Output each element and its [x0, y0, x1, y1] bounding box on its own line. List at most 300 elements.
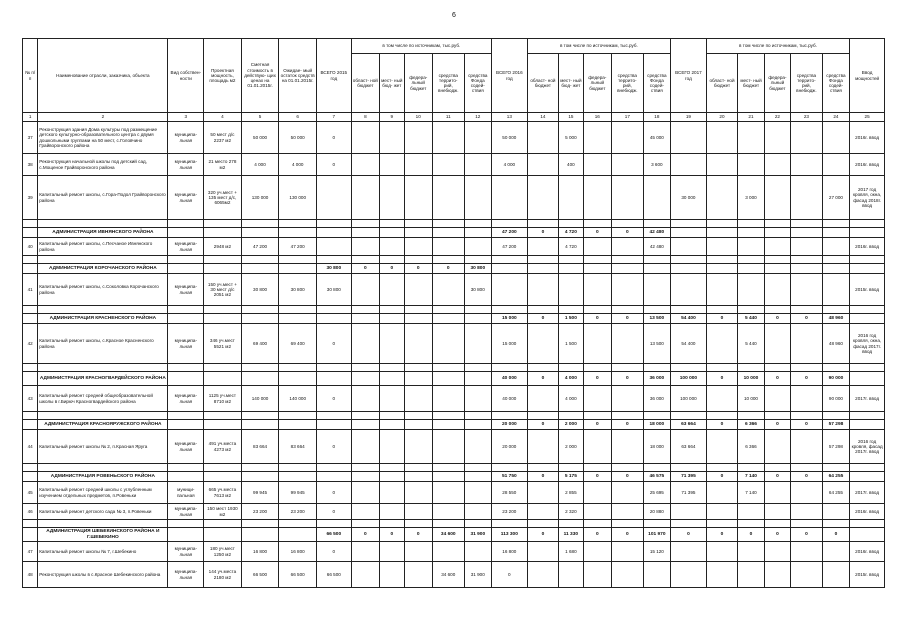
table-cell: 50 мест д/с 2237 м2 [204, 122, 242, 154]
empty-cell [404, 464, 432, 472]
table-cell [351, 324, 379, 364]
empty-cell [351, 520, 379, 528]
table-cell [168, 372, 204, 386]
spacer-row [23, 464, 885, 472]
object-name: Капитальный ремонт школы, с.Соколовка Корочанского района [38, 274, 168, 306]
section-row [23, 472, 885, 482]
empty-cell [279, 306, 317, 314]
table-cell [404, 482, 432, 504]
section-row [23, 528, 885, 542]
table-cell [583, 264, 611, 274]
table-cell: 0 [583, 528, 611, 542]
table-cell: 3 600 [643, 154, 671, 176]
table-cell [764, 562, 790, 588]
table-cell: 36 000 [643, 386, 671, 412]
table-cell [317, 228, 352, 238]
table-cell [432, 472, 464, 482]
table-cell: 20 000 [492, 420, 528, 430]
column-index-cell: 12 [464, 113, 492, 122]
header-commission: Ввод мощностей [850, 39, 885, 113]
table-cell: 2016 год кровля, окна, фасад 2017г. ввод [850, 324, 885, 364]
table-cell [351, 420, 379, 430]
empty-cell [791, 464, 823, 472]
table-cell [671, 238, 707, 256]
table-cell [850, 528, 885, 542]
table-cell [432, 274, 464, 306]
object-name: Реконструкция школы в с.Красное Шебекинского района [38, 562, 168, 588]
table-cell [612, 122, 644, 154]
table-cell: 150 уч.мест + 30 мест д/с 2051 м2 [204, 274, 242, 306]
empty-cell [764, 364, 790, 372]
table-cell [764, 228, 790, 238]
table-cell [351, 238, 379, 256]
empty-cell [23, 364, 38, 372]
table-cell: 99 945 [241, 482, 279, 504]
table-cell [380, 420, 404, 430]
table-cell [559, 562, 583, 588]
table-row [23, 542, 885, 562]
table-cell [671, 122, 707, 154]
empty-cell [583, 364, 611, 372]
table-cell: 39 [23, 176, 38, 220]
table-cell [241, 528, 279, 542]
empty-cell [671, 256, 707, 264]
table-cell [822, 154, 850, 176]
table-cell: 0 [317, 386, 352, 412]
table-cell [612, 264, 644, 274]
table-cell [764, 274, 790, 306]
empty-cell [279, 520, 317, 528]
table-cell [850, 314, 885, 324]
table-cell [432, 482, 464, 504]
empty-cell [432, 256, 464, 264]
table-cell: муниципа- льная [168, 324, 204, 364]
table-cell: муниципа- льная [168, 562, 204, 588]
table-cell [464, 542, 492, 562]
table-cell: 0 [791, 372, 823, 386]
empty-cell [559, 306, 583, 314]
table-cell: муниципа- льная [168, 274, 204, 306]
empty-cell [351, 412, 379, 420]
table-cell [404, 154, 432, 176]
table-cell [351, 274, 379, 306]
table-cell [380, 324, 404, 364]
table-cell [168, 314, 204, 324]
table-cell: 31 900 [464, 528, 492, 542]
table-cell: 6 366 [738, 430, 764, 464]
table-cell [583, 562, 611, 588]
table-cell [492, 176, 528, 220]
table-row [23, 154, 885, 176]
table-cell: 0 [583, 228, 611, 238]
table-cell: 0 [671, 528, 707, 542]
empty-cell [432, 220, 464, 228]
table-cell [404, 504, 432, 520]
empty-cell [23, 256, 38, 264]
empty-cell [527, 412, 559, 420]
empty-cell [351, 306, 379, 314]
table-cell: 0 [317, 542, 352, 562]
empty-cell [706, 256, 738, 264]
table-cell [23, 420, 38, 430]
table-cell [706, 504, 738, 520]
table-cell: муниципа- льная [168, 430, 204, 464]
empty-cell [241, 412, 279, 420]
table-cell [764, 324, 790, 364]
table-cell [351, 472, 379, 482]
empty-cell [643, 306, 671, 314]
table-cell: 180 уч.мест 1250 м2 [204, 542, 242, 562]
table-cell [612, 542, 644, 562]
empty-cell [204, 306, 242, 314]
table-cell [583, 504, 611, 520]
table-cell: 6 366 [738, 420, 764, 430]
table-cell [317, 314, 352, 324]
empty-cell [351, 364, 379, 372]
table-cell [380, 472, 404, 482]
empty-cell [612, 412, 644, 420]
column-index-cell: 17 [612, 113, 644, 122]
empty-cell [23, 520, 38, 528]
table-cell [791, 176, 823, 220]
empty-cell [241, 464, 279, 472]
empty-cell [791, 520, 823, 528]
table-cell: 50 000 [241, 122, 279, 154]
table-cell [738, 542, 764, 562]
table-cell [492, 264, 528, 274]
empty-cell [850, 412, 885, 420]
table-cell [706, 176, 738, 220]
empty-cell [612, 464, 644, 472]
empty-cell [492, 520, 528, 528]
table-cell: 2016г. ввод [850, 154, 885, 176]
table-cell [317, 472, 352, 482]
empty-cell [612, 256, 644, 264]
table-cell [279, 372, 317, 386]
table-cell: 15 000 [492, 324, 528, 364]
empty-cell [241, 256, 279, 264]
empty-cell [317, 412, 352, 420]
table-cell: 0 [583, 472, 611, 482]
table-cell: 0 [791, 472, 823, 482]
table-cell [23, 372, 38, 386]
section-row [23, 228, 885, 238]
empty-cell [850, 256, 885, 264]
table-cell [168, 528, 204, 542]
table-cell: 0 [380, 264, 404, 274]
table-cell: 25 695 [643, 482, 671, 504]
table-row [23, 274, 885, 306]
table-cell: 150 мест 1930 м2 [204, 504, 242, 520]
table-cell [351, 122, 379, 154]
empty-cell [168, 520, 204, 528]
table-cell: 0 [612, 372, 644, 386]
empty-cell [583, 220, 611, 228]
table-cell [671, 542, 707, 562]
table-cell [764, 430, 790, 464]
table-cell [612, 430, 644, 464]
table-cell: 40 000 [492, 386, 528, 412]
table-cell [706, 430, 738, 464]
header-federal-2017: федера- льный бюджет [764, 54, 790, 113]
table-cell [351, 482, 379, 504]
table-cell [791, 562, 823, 588]
table-cell [23, 228, 38, 238]
spacer-row [23, 306, 885, 314]
table-cell [404, 274, 432, 306]
table-cell [671, 562, 707, 588]
empty-cell [38, 464, 168, 472]
table-cell: 64 255 [822, 472, 850, 482]
table-row [23, 430, 885, 464]
empty-cell [380, 256, 404, 264]
table-cell [822, 504, 850, 520]
table-cell: 83 664 [241, 430, 279, 464]
table-cell [168, 420, 204, 430]
header-regional-2015: област- ной бюджет [351, 54, 379, 113]
section-row [23, 264, 885, 274]
table-cell [432, 324, 464, 364]
column-index-cell: 4 [204, 113, 242, 122]
column-index-cell: 11 [432, 113, 464, 122]
table-cell [23, 472, 38, 482]
table-cell: 2015г. ввод [850, 562, 885, 588]
table-cell [612, 274, 644, 306]
table-cell: 83 664 [279, 430, 317, 464]
table-cell [351, 562, 379, 588]
table-cell: 30 800 [464, 274, 492, 306]
empty-cell [822, 364, 850, 372]
table-cell: 130 000 [241, 176, 279, 220]
table-cell: 41 [23, 274, 38, 306]
table-cell [738, 264, 764, 274]
empty-cell [612, 306, 644, 314]
header-local-2016: мест- ный бюд- жет [559, 54, 583, 113]
object-name: Капитальный ремонт школы № 2, п.Красная Яруга [38, 430, 168, 464]
empty-cell [38, 306, 168, 314]
table-cell [317, 238, 352, 256]
table-cell: 0 [706, 372, 738, 386]
table-cell [764, 176, 790, 220]
column-index-cell: 16 [583, 113, 611, 122]
table-cell [527, 122, 559, 154]
empty-cell [850, 464, 885, 472]
table-cell: 5 000 [559, 122, 583, 154]
table-cell: 0 [404, 528, 432, 542]
empty-cell [583, 412, 611, 420]
table-cell: 4 000 [492, 154, 528, 176]
empty-cell [492, 412, 528, 420]
table-cell: 0 [822, 528, 850, 542]
table-cell: 0 [612, 420, 644, 430]
table-cell: 3 000 [738, 176, 764, 220]
table-cell [527, 154, 559, 176]
header-regional-2016: област- ной бюджет [527, 54, 559, 113]
table-cell: 2 000 [559, 420, 583, 430]
table-cell [241, 314, 279, 324]
table-cell [464, 238, 492, 256]
table-cell [204, 264, 242, 274]
table-cell: 30 800 [317, 274, 352, 306]
section-title: АДМИНИСТРАЦИЯ КРАСНОГВАРДЕЙСКОГО РАЙОНА [38, 372, 168, 386]
table-cell: 30 800 [279, 274, 317, 306]
table-cell [464, 504, 492, 520]
table-cell: 21 место 278 м2 [204, 154, 242, 176]
table-cell [643, 562, 671, 588]
table-cell: 42 [23, 324, 38, 364]
empty-cell [432, 520, 464, 528]
table-cell: 0 [317, 122, 352, 154]
table-cell [404, 386, 432, 412]
table-cell [380, 122, 404, 154]
table-cell: 40 [23, 238, 38, 256]
table-cell [764, 238, 790, 256]
table-cell: 2 000 [559, 430, 583, 464]
empty-cell [559, 464, 583, 472]
empty-cell [404, 220, 432, 228]
table-cell [706, 122, 738, 154]
table-cell: 63 664 [671, 430, 707, 464]
section-title: АДМИНИСТРАЦИЯ КРАСНЕНСКОГО РАЙОНА [38, 314, 168, 324]
table-cell [822, 122, 850, 154]
table-cell [351, 386, 379, 412]
table-cell: 45 000 [643, 122, 671, 154]
table-cell: 100 000 [671, 372, 707, 386]
table-cell: 71 395 [671, 482, 707, 504]
empty-cell [850, 220, 885, 228]
empty-cell [583, 256, 611, 264]
empty-cell [791, 412, 823, 420]
empty-cell [822, 256, 850, 264]
table-cell: 34 600 [432, 562, 464, 588]
empty-cell [706, 306, 738, 314]
empty-cell [764, 306, 790, 314]
column-index-cell: 25 [850, 113, 885, 122]
table-cell [23, 264, 38, 274]
object-name: Капитальный ремонт школы № 7, г.Шебекино [38, 542, 168, 562]
table-row [23, 386, 885, 412]
empty-cell [527, 364, 559, 372]
table-cell [612, 324, 644, 364]
empty-cell [492, 256, 528, 264]
table-cell: 491 уч.места 4273 м2 [204, 430, 242, 464]
empty-cell [404, 256, 432, 264]
table-row [23, 562, 885, 588]
section-title: АДМИНИСТРАЦИЯ КРАСНОЯРУЖСКОГО РАЙОНА [38, 420, 168, 430]
table-cell [432, 504, 464, 520]
table-cell [23, 528, 38, 542]
empty-cell [204, 464, 242, 472]
table-cell: 4 000 [559, 372, 583, 386]
table-cell: 44 [23, 430, 38, 464]
table-cell: 4 000 [279, 154, 317, 176]
table-cell: 30 000 [671, 176, 707, 220]
empty-cell [671, 464, 707, 472]
header-remaining: Ожидае- мый остаток средств на 01.01.2015г. [279, 39, 317, 113]
table-cell: 0 [791, 528, 823, 542]
empty-cell [583, 306, 611, 314]
table-cell [822, 562, 850, 588]
spacer-row [23, 256, 885, 264]
table-cell: 47 200 [279, 238, 317, 256]
table-cell: 4 000 [241, 154, 279, 176]
table-cell: 37 [23, 122, 38, 154]
column-index-cell: 23 [791, 113, 823, 122]
table-cell [764, 504, 790, 520]
empty-cell [241, 306, 279, 314]
empty-cell [492, 220, 528, 228]
table-cell [351, 176, 379, 220]
empty-cell [612, 220, 644, 228]
empty-cell [23, 412, 38, 420]
table-cell [351, 228, 379, 238]
table-cell: 66 500 [317, 562, 352, 588]
table-cell [791, 274, 823, 306]
table-cell: 5 440 [738, 314, 764, 324]
table-cell: 15 120 [643, 542, 671, 562]
table-cell: 0 [583, 372, 611, 386]
table-cell [432, 372, 464, 386]
empty-cell [279, 256, 317, 264]
empty-cell [168, 220, 204, 228]
table-cell [204, 314, 242, 324]
table-cell: 43 [23, 386, 38, 412]
header-federal-2016: федера- льный бюджет [583, 54, 611, 113]
table-cell: 13 500 [643, 324, 671, 364]
table-cell [527, 274, 559, 306]
table-cell [241, 228, 279, 238]
empty-cell [432, 306, 464, 314]
header-capacity: Проектная мощность, площадь м2 [204, 39, 242, 113]
column-index-cell: 7 [317, 113, 352, 122]
table-cell: 16 800 [279, 542, 317, 562]
table-cell: 0 [527, 372, 559, 386]
table-cell [404, 238, 432, 256]
header-local-2015: мест- ный бюд- жет [380, 54, 404, 113]
table-cell [791, 542, 823, 562]
table-cell: 665 уч.места 7613 м2 [204, 482, 242, 504]
table-cell [822, 264, 850, 274]
table-cell [706, 264, 738, 274]
table-cell [706, 542, 738, 562]
table-cell [279, 528, 317, 542]
spacer-row [23, 412, 885, 420]
empty-cell [38, 220, 168, 228]
table-cell [583, 542, 611, 562]
empty-cell [464, 256, 492, 264]
empty-cell [738, 256, 764, 264]
table-cell [279, 264, 317, 274]
table-cell: 0 [791, 420, 823, 430]
empty-cell [527, 256, 559, 264]
table-cell: 0 [527, 314, 559, 324]
empty-cell [791, 364, 823, 372]
table-cell: 5 175 [559, 472, 583, 482]
table-cell [432, 542, 464, 562]
table-cell [791, 386, 823, 412]
empty-cell [317, 220, 352, 228]
table-cell [351, 372, 379, 386]
empty-cell [671, 520, 707, 528]
table-cell: 23 200 [241, 504, 279, 520]
table-cell [404, 430, 432, 464]
table-cell [764, 386, 790, 412]
table-cell [404, 122, 432, 154]
table-cell: 66 500 [279, 562, 317, 588]
table-cell [850, 472, 885, 482]
section-row [23, 314, 885, 324]
object-name: Реконструкция начальной школы под детский сад, с.Мощеное Грайворонского района [38, 154, 168, 176]
